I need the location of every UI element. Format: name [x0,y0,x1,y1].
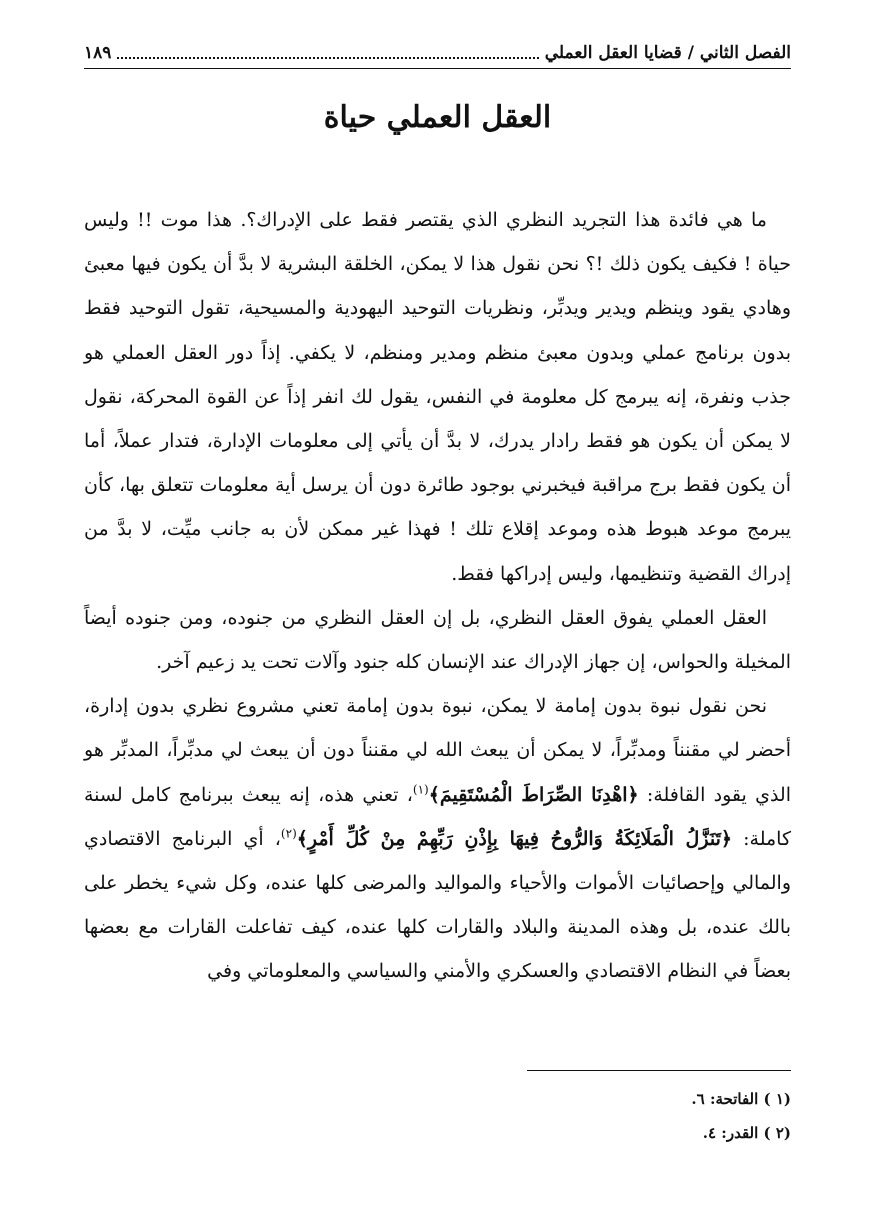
footnote: (١ ) الفاتحة: ٦. [691,1090,791,1108]
section-title: العقل العملي حياة [323,100,552,135]
paragraph-text: نحن نقول نبوة بدون إمامة لا يمكن، نبوة بدون إمامة تعني مشروع نظري بدون إدارة، أحضر لي مقنناً ومدبِّراً، لا يمكن أن يبعث الله لي مقنناً دون أن يبعث لي مدبِّراً، المدبِّر هو الذي يقود القافلة: [84,695,791,806]
running-header [84,38,791,69]
paragraph-text: ، تعني هذه، إنه يبعث ببرنامج كامل لسنة كاملة: [84,783,791,850]
quran-verse: ﴿تَنَزَّلُ الْمَلَائِكَةُ وَالرُّوحُ فِيهَا بِإِذْنِ رَبِّهِمْ مِنْ كُلِّ أَمْرٍ﴾ [296,827,732,850]
paragraph [84,198,791,596]
paragraph [84,596,791,684]
paragraph [84,684,791,993]
body-text [84,198,791,994]
paragraph-text: ما هي فائدة هذا التجريد النظري الذي يقتصر فقط على الإدراك؟. هذا موت !! وليس حياة ! فكيف يكون ذلك !؟ نحن نقول هذا لا يمكن، الخلقة البشرية لا بدَّ أن يكون فيها معبئ وهادي يقود وينظم ويدير ويدبِّر، ونظريات التوحيد اليهودية والمسيحية، تقول التوحيد فقط بدون برنامج عملي وبدون معبئ منظم ومدير ومنظم، لا يكفي. إذاً دور العقل العملي هو جذب ونفرة، إنه يبرمج كل معلومة في النفس، يقول لك انفر إذاً عن القوة المحركة، نقول لا يمكن أن يكون هو فقط رادار يدرك، لا بدَّ أن يأتي إلى معلومات الإدارة، فتدار عملاً، أما أن يكون فقط برج مراقبة فيخبرني بوجود طائرة دون أن يرسل أية معلومات تتعلق بها، كأن يبرمج موعد هبوط هذه وموعد إقلاع تلك ! فهذا غير ممكن لأن به جانب ميِّت، لا بدَّ من إدراك القضية وتنظيمها، وليس إدراكها فقط. [84,209,791,585]
chapter-running-title: الفصل الثاني / قضايا العقل العملي [544,43,791,63]
footnote-ref: (٢) [280,826,297,841]
page-number: ١٨٩ [84,43,112,63]
paragraph-text: العقل العملي يفوق العقل النظري، بل إن العقل النظري من جنوده، ومن جنوده أيضاً المخيلة والحواس، إن جهاز الإدراك عند الإنسان كله جنود وآلات تحت يد زعيم آخر. [84,606,791,674]
footnote-separator [527,1070,791,1071]
dotted-leader [117,57,538,59]
paragraph-text: ، أي البرنامج الاقتصادي والمالي وإحصائيات الأموات والأحياء والمواليد والمرضى كلها عنده، وكل شيء يخطر على بالك عنده، بل وهذه المدينة والبلاد والقارات كلها عنده، كيف تفاعلت القارات مع بعضها بعضاً في النظام الاقتصادي والعسكري والأمني والسياسي والمعلوماتي وفي [84,827,791,983]
footnote-ref: (١) [412,782,429,797]
footnotes [84,1082,791,1150]
quran-verse: ﴿اهْدِنَا الصِّرَاطَ الْمُسْتَقِيمَ﴾ [428,783,639,806]
footnote: (٢ ) القدر: ٤. [702,1124,791,1142]
